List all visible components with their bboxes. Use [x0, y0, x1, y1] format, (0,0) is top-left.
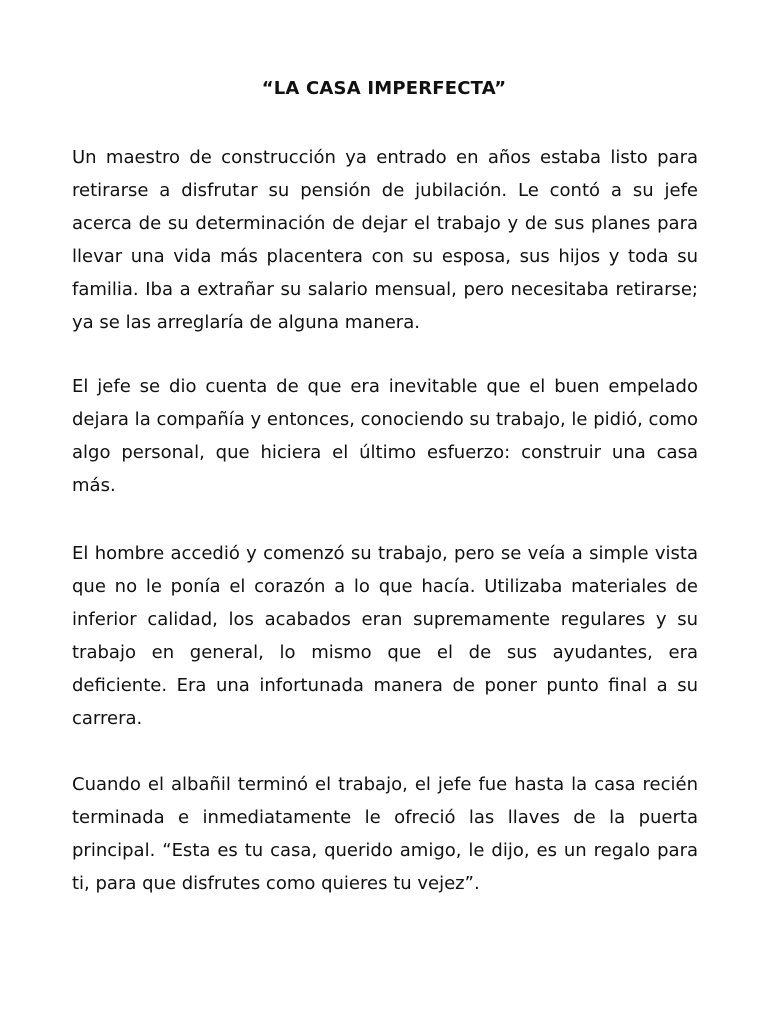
paragraph-1: Un maestro de construcción ya entrado en años estaba listo para retirarse a disfrutar su pensión de jubilación. Le contó a su jefe acerca de su determinación de dejar el trabajo y de sus planes para llevar una vida más placentera con su esposa, sus hijos y toda su familia. Iba a extrañar su salario mensual, pero necesitaba retirarse; ya se las arreglaría de alguna manera. — [72, 147, 698, 333]
paragraph-4: Cuando el albañil terminó el trabajo, el jefe fue hasta la casa recién terminada e inmediatamente le ofreció las llaves de la puerta principal. “Esta es tu casa, querido amigo, le dijo, es un regalo para ti, para que disfrutes como quieres tu vejez”. — [72, 774, 698, 894]
paragraph-3: El hombre accedió y comenzó su trabajo, pero se veía a simple vista que no le ponía el corazón a lo que hacía. Utilizaba materiales de inferior calidad, los acabados eran supremamente regulares y su trabajo en general, lo mismo que el de sus ayudantes, era deficiente. Era una infortunada manera de poner punto final a su carrera. — [72, 543, 698, 729]
document-title: “LA CASA IMPERFECTA” — [261, 78, 507, 99]
paragraph-2: El jefe se dio cuenta de que era inevitable que el buen empelado dejara la compañía y entonces, conociendo su trabajo, le pidió, como algo personal, que hiciera el último esfuerzo: construir una casa más. — [72, 376, 698, 496]
